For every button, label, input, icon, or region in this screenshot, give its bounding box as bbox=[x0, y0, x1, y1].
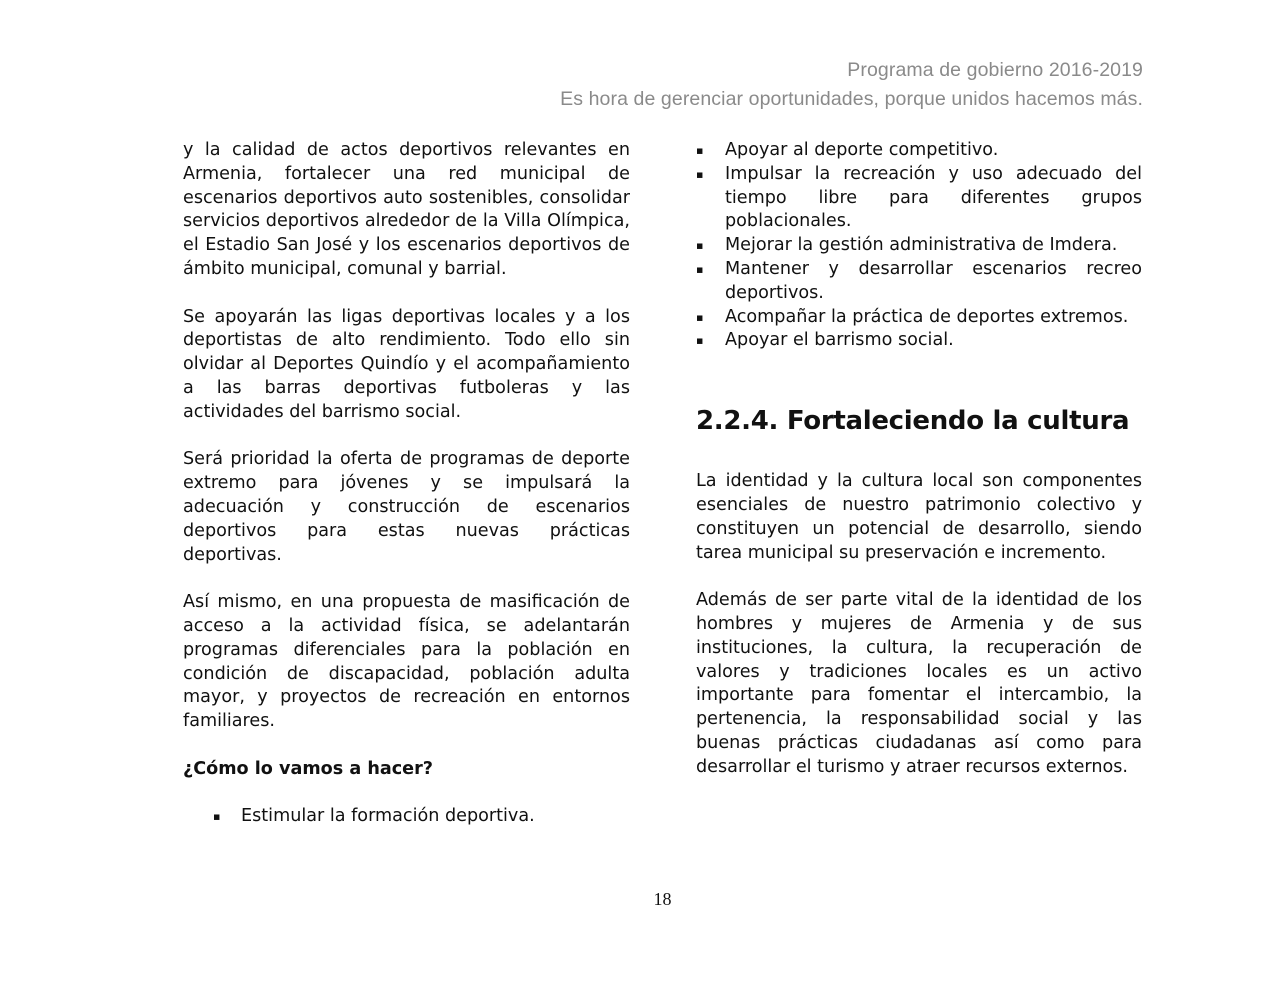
list-item-text: Apoyar el barrismo social. bbox=[725, 330, 954, 351]
list-item-text: Mantener y desarrollar escenarios recreo deportivos. bbox=[725, 258, 1142, 303]
body-paragraph: Se apoyarán las ligas deportivas locales y a los deportistas de alto rendimiento. Todo ello sin olvidar al Deportes Quindío y el acompañamiento a las barras deportivas futboleras y las actividades del barrismo social. bbox=[183, 306, 630, 422]
body-paragraph: Será prioridad la oferta de programas de deporte extremo para jóvenes y se impulsará la adecuación y construcción de escenarios deportivos para estas nuevas prácticas deportivas. bbox=[183, 449, 630, 565]
square-bullet-icon: ▪ bbox=[696, 239, 704, 253]
left-column bbox=[183, 139, 630, 829]
list-item-text: Impulsar la recreación y uso adecuado del tiempo libre para diferentes grupos poblacionales. bbox=[725, 163, 1142, 232]
list-item bbox=[696, 163, 1142, 234]
square-bullet-icon: ▪ bbox=[696, 334, 704, 348]
how-heading: ¿Cómo lo vamos a hacer? bbox=[183, 758, 433, 779]
square-bullet-icon: ▪ bbox=[696, 144, 704, 157]
list-item bbox=[696, 139, 1142, 163]
section-heading: 2.2.4. Fortaleciendo la cultura bbox=[696, 406, 1130, 437]
action-list bbox=[183, 805, 630, 829]
list-item bbox=[696, 234, 1142, 258]
page-header bbox=[560, 56, 1143, 114]
square-bullet-icon: ▪ bbox=[696, 310, 704, 324]
square-bullet-icon: ▪ bbox=[696, 167, 704, 181]
action-list bbox=[696, 139, 1142, 353]
page-number: 18 bbox=[653, 889, 672, 909]
square-bullet-icon: ▪ bbox=[213, 810, 221, 824]
list-item bbox=[183, 805, 630, 829]
list-item bbox=[696, 306, 1142, 330]
header-slogan: Es hora de gerenciar oportunidades, porque unidos hacemos más. bbox=[560, 88, 1143, 110]
right-column bbox=[696, 139, 1142, 803]
body-paragraph: Además de ser parte vital de la identidad de los hombres y mujeres de Armenia y de sus instituciones, la cultura, la recuperación de valores y tradiciones locales es un activo importante para fomentar el intercambio, la pertenencia, la responsabilidad social y las buenas prácticas ciudadanas así como para desarrollar el turismo y atraer recursos externos. bbox=[696, 590, 1142, 777]
list-item-text: Acompañar la práctica de deportes extremos. bbox=[725, 306, 1129, 327]
body-paragraph: Así mismo, en una propuesta de masificación de acceso a la actividad física, se adelantarán programas diferenciales para la población en condición de discapacidad, población adulta mayor, y proyectos de recreación en entornos familiares. bbox=[183, 592, 630, 732]
list-item-text: Estimular la formación deportiva. bbox=[241, 806, 535, 827]
list-item bbox=[696, 258, 1142, 306]
list-item-text: Apoyar al deporte competitivo. bbox=[725, 140, 999, 160]
header-program-title: Programa de gobierno 2016-2019 bbox=[847, 59, 1143, 81]
list-item-text: Mejorar la gestión administrativa de Imdera. bbox=[725, 235, 1118, 256]
list-item bbox=[696, 329, 1142, 353]
body-paragraph: La identidad y la cultura local son componentes esenciales de nuestro patrimonio colectivo y constituyen un potencial de desarrollo, siendo tarea municipal su preservación e incremento. bbox=[696, 471, 1142, 563]
body-paragraph: y la calidad de actos deportivos relevantes en Armenia, fortalecer una red municipal de escenarios deportivos auto sostenibles, consolidar servicios deportivos alrededor de la Villa Olímpica, el Estadio San José y los escenarios deportivos de ámbito municipal, comunal y barrial. bbox=[183, 140, 630, 279]
square-bullet-icon: ▪ bbox=[696, 262, 704, 276]
